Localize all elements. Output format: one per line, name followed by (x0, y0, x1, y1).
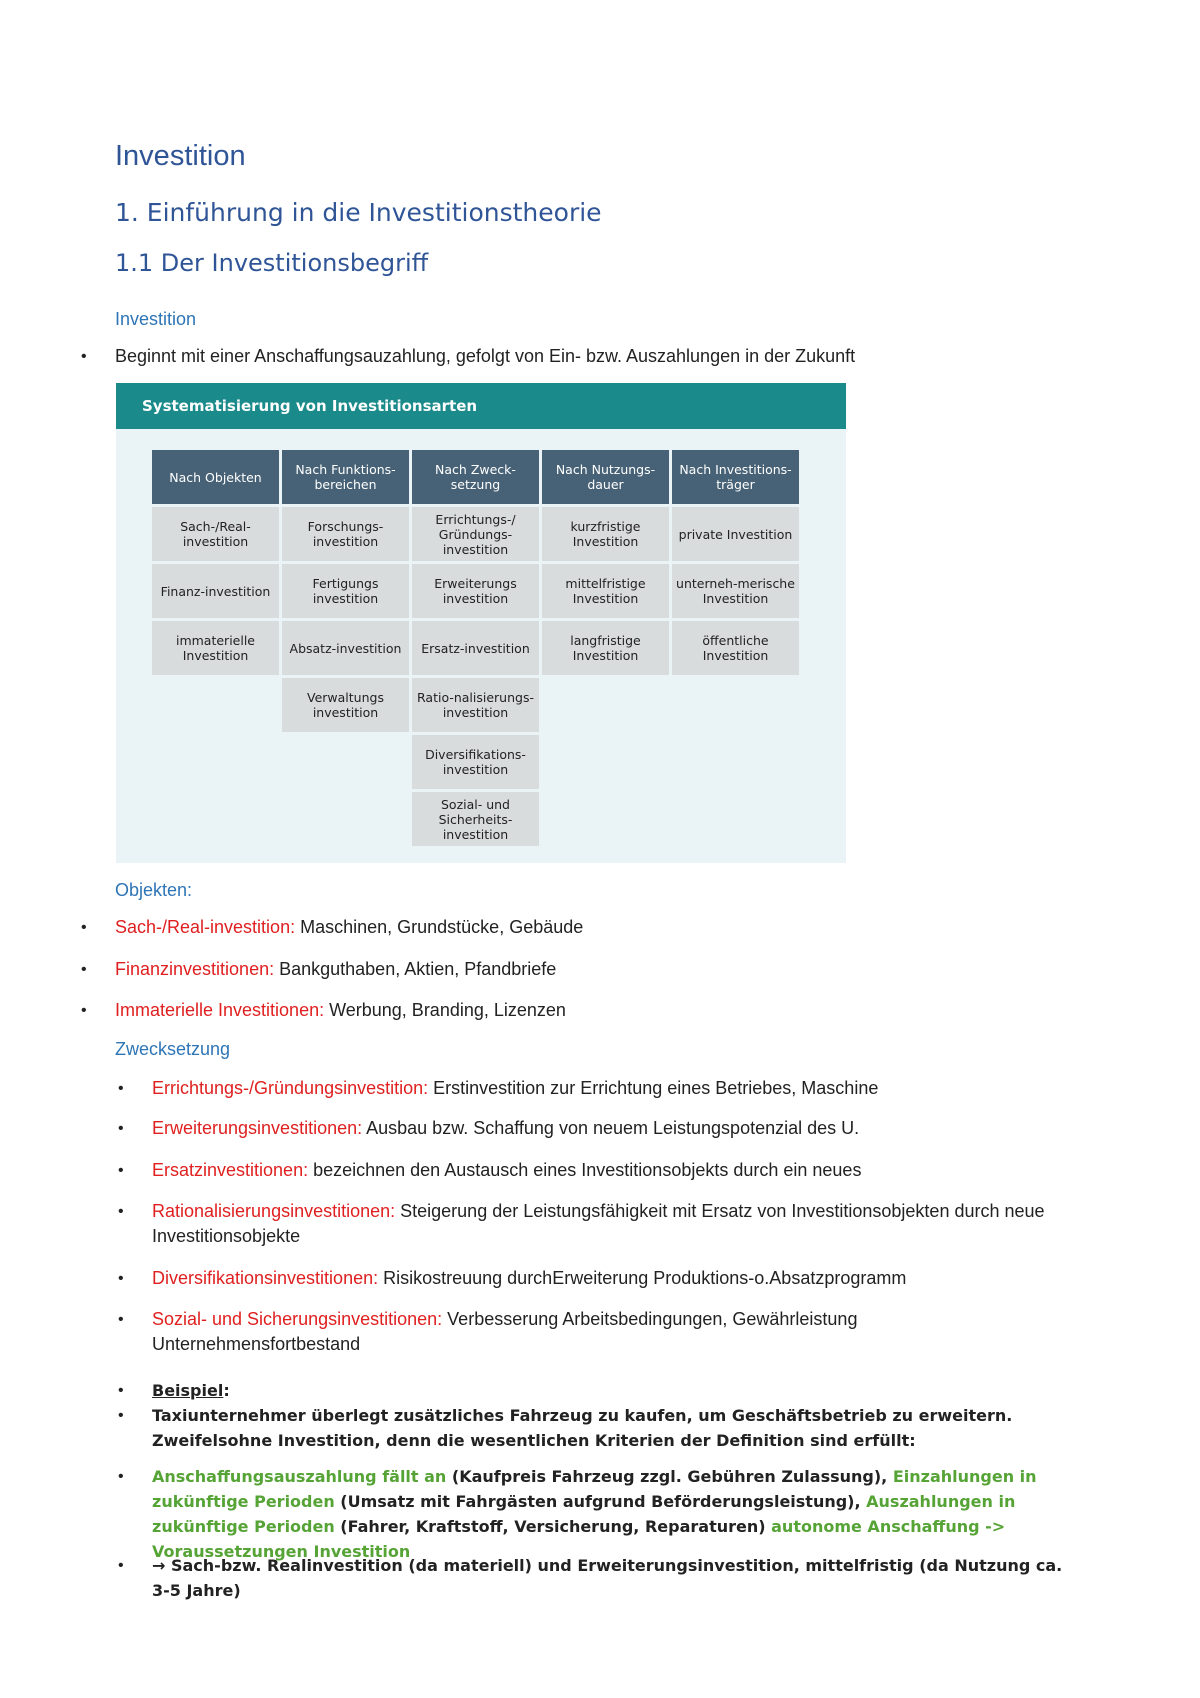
bullet-dot: • (118, 1468, 124, 1485)
list-item: • Diversifikationsinvestitionen: Risikostreuung durchErweiterung Produktions-o.Absatzprogramm (152, 1266, 1072, 1291)
column-header-funktionsbereichen: Nach Funktions-bereichen (282, 450, 409, 504)
bullet-dot: • (81, 919, 87, 936)
subheading-investition: Investition (115, 309, 197, 329)
heading-1: 1. Einführung in die Investitionstheorie (115, 198, 602, 227)
table-cell: langfristige Investition (542, 621, 669, 675)
table-cell: unterneh-merische Investition (672, 564, 799, 618)
table-cell: öffentliche Investition (672, 621, 799, 675)
bullet-dot: • (118, 1382, 124, 1399)
bullet-dot: • (118, 1162, 124, 1179)
table-cell: mittelfristige Investition (542, 564, 669, 618)
figure-title: Systematisierung von Investitionsarten (116, 383, 846, 429)
bullet-dot: • (118, 1120, 124, 1137)
list-item: • Erweiterungsinvestitionen: Ausbau bzw. Schaffung von neuem Leistungspotenzial des U. (152, 1116, 1072, 1141)
heading-1-1: 1.1 Der Investitionsbegriff (115, 249, 429, 277)
table-cell: immaterielle Investition (152, 621, 279, 675)
column-header-zwecksetzung: Nach Zweck-setzung (412, 450, 539, 504)
bullet-dot: • (81, 348, 87, 365)
table-cell: Erweiterungs investition (412, 564, 539, 618)
list-item: • Rationalisierungsinvestitionen: Steigerung der Leistungsfähigkeit mit Ersatz von Investitionsobjekten durch neue Investitionsobjekte (118, 1201, 1045, 1246)
bullet-dot: • (118, 1557, 124, 1574)
table-cell: Fertigungs investition (282, 564, 409, 618)
table-cell: Sach-/Real-investition (152, 507, 279, 561)
table-cell: kurzfristige Investition (542, 507, 669, 561)
document-title: Investition (115, 140, 246, 172)
list-item: • Finanzinvestitionen: Bankguthaben, Aktien, Pfandbriefe (115, 957, 1015, 982)
table-cell: Ratio-nalisierungs-investition (412, 678, 539, 732)
list-item-beispiel: • Beispiel: (152, 1378, 1072, 1403)
table-cell: Finanz-investition (152, 564, 279, 618)
bullet-dot: • (81, 961, 87, 978)
list-item: • Errichtungs-/Gründungsinvestition: Erstinvestition zur Errichtung eines Betriebes, Maschine (152, 1076, 1072, 1101)
table-cell: Diversifikations-investition (412, 735, 539, 789)
table-cell: Forschungs-investition (282, 507, 409, 561)
list-item: • Taxiunternehmer überlegt zusätzliches Fahrzeug zu kaufen, um Geschäftsbetrieb zu erweitern. Zweifelsohne Investition, denn die wesentlichen Kriterien der Definition sind erfüllt: (152, 1403, 1072, 1453)
bullet-dot: • (118, 1203, 124, 1220)
list-item-conclusion: • → Sach-bzw. Realinvestition (da materiell) und Erweiterungsinvestition, mittelfristig (da Nutzung ca. 3-5 Jahre) (152, 1553, 1072, 1603)
investitionsarten-figure (116, 383, 846, 863)
bullet-dot: • (118, 1407, 124, 1424)
bullet-dot: • (81, 1002, 87, 1019)
list-item: • Immaterielle Investitionen: Werbung, Branding, Lizenzen (115, 998, 1015, 1023)
table-cell: Verwaltungs investition (282, 678, 409, 732)
list-item: • Sozial- und Sicherungsinvestitionen: Verbesserung Arbeitsbedingungen, Gewährleistung Unternehmensfortbestand (118, 1309, 858, 1354)
bullet-dot: • (118, 1080, 124, 1097)
table-cell: Sozial- und Sicherheits-investition (412, 792, 539, 846)
list-item: • Anschaffungsauszahlung fällt an (Kaufpreis Fahrzeug zzgl. Gebühren Zulassung), Einzahlungen in zukünftige Perioden (Umsatz mit Fahrgästen aufgrund Beförderungsleistung), Auszahlungen in zukünftige Perioden (Fahrer, Kraftstoff, Versicherung, Reparaturen) autonome Anschaffung -> Voraussetzungen Investition (152, 1464, 1072, 1564)
subheading-zwecksetzung: Zwecksetzung (115, 1039, 231, 1059)
bullet-dot: • (118, 1311, 124, 1328)
bullet-intro: • Beginnt mit einer Anschaffungsauzahlung, gefolgt von Ein- bzw. Auszahlungen in der Zukunft (115, 344, 1015, 369)
column-header-nutzungsdauer: Nach Nutzungs-dauer (542, 450, 669, 504)
bullet-dot: • (118, 1270, 124, 1287)
table-cell: Errichtungs-/ Gründungs-investition (412, 507, 539, 561)
table-cell: private Investition (672, 507, 799, 561)
table-cell: Ersatz-investition (412, 621, 539, 675)
column-header-objekten: Nach Objekten (152, 450, 279, 504)
list-item: • Sach-/Real-investition: Maschinen, Grundstücke, Gebäude (115, 915, 1015, 940)
column-header-investitionstraeger: Nach Investitions-träger (672, 450, 799, 504)
list-item: • Ersatzinvestitionen: bezeichnen den Austausch eines Investitionsobjekts durch ein neues (152, 1158, 1072, 1183)
table-cell: Absatz-investition (282, 621, 409, 675)
subheading-objekten: Objekten: (115, 880, 193, 900)
